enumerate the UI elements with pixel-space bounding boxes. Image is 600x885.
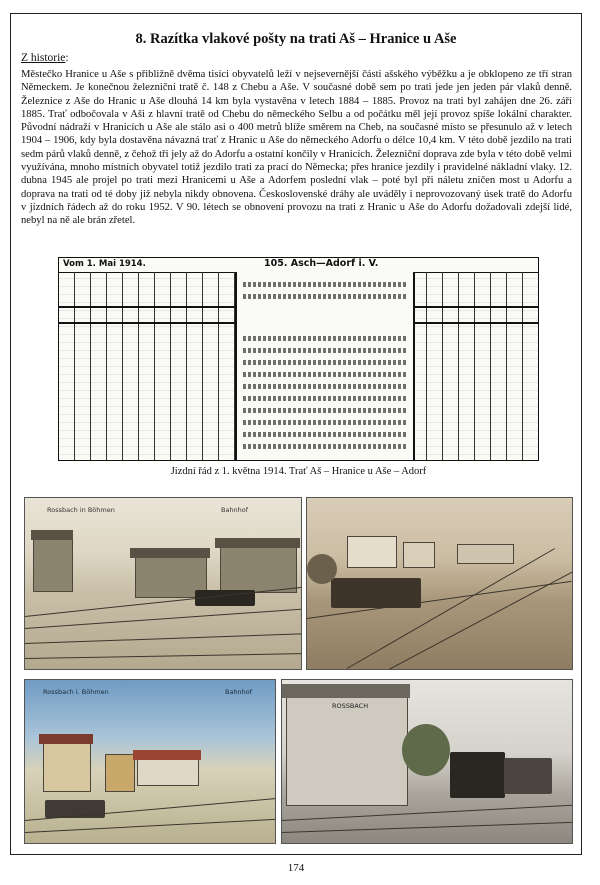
page-number: 174: [287, 862, 305, 874]
photo-station-postcard-1: [24, 497, 302, 670]
timetable-header: [59, 258, 538, 273]
locomotive: [450, 752, 505, 798]
station-building: [286, 694, 408, 806]
building: [33, 538, 73, 592]
timetable-station-column: [235, 272, 415, 461]
photo-caption: Rossbach in Böhmen: [47, 506, 115, 514]
photo-station-color-postcard: [24, 679, 276, 844]
page-title: 8. Razítka vlakové pošty na trati Aš – Hranice u Aše: [135, 31, 457, 47]
roof: [130, 548, 210, 558]
building: [403, 542, 435, 568]
photo-caption: Rossbach i. Böhmen: [43, 688, 109, 696]
timetable-date: Vom 1. Mai 1914.: [63, 259, 146, 269]
station-sign: ROSSBACH: [332, 702, 369, 710]
roof: [31, 530, 73, 540]
building: [43, 742, 91, 792]
section-heading: [21, 52, 69, 64]
wagon: [504, 758, 552, 794]
building: [105, 754, 135, 792]
timetable-image: [58, 257, 539, 461]
tree: [402, 724, 450, 776]
photo-station-sepia: [306, 497, 573, 670]
roof: [282, 684, 410, 698]
section-colon: :: [65, 52, 69, 64]
roof: [39, 734, 93, 744]
photo-station-rossbach: [281, 679, 573, 844]
station-building: [137, 758, 199, 786]
photo-subcaption: Bahnhof: [225, 688, 253, 696]
building: [220, 546, 297, 593]
section-label: Z historie: [21, 52, 66, 64]
building: [457, 544, 514, 564]
roof: [133, 750, 201, 760]
timetable-route: 105. Asch—Adorf i. V.: [264, 258, 379, 269]
tree: [307, 554, 337, 584]
building: [347, 536, 397, 568]
timetable-caption: Jízdní řád z 1. května 1914. Trať Aš – Hranice u Aše – Adorf: [170, 466, 427, 477]
body-paragraph: Městečko Hranice u Aše s přibližně dvěma tisíci obyvatelů leží v nejsevernější části ašského výběžku a je obklopeno ze tří stran Německem. Je konečnou železniční tratě č. 148 z Chebu a Aše. V současné době sem po trati jede jen jeden pár vlaků denně. Železnice z Aše do Hranic u Aše dlouhá 14 km byla vystavěna v letech 1884 – 1885. Provoz na trati byl zahájen dne 26. září 1885. Trať odbočovala v Aši z hlavní tratě od Chebu do německého Selbu a od počátku měl její provoz spíše lokální charakter. Původní nádraží v Hranicích u Aše ale stálo asi o 400 metrů blíže směrem na Cheb, na současné místo se přesunulo až v letech 1904 – 1906, kdy byla dostavěna návazná trať z Hranic u Aše do německého Adorfu o délce 10,4 km. V této době jezdilo na trati sedm párů vlaků denně, z čehož tři jely až do Adorfu a ostatní končily v Hranicích. Železniční doprava zde byla v této době velmi využívána, mnoho místních obyvatel totiž jezdilo trati za prací do Německa; přes hranice jezdily i pravidelné nákladní vlaky. 12. dubna 1945 ale projel po trati mezi Hranicemi u Aše a Adorfem poslední vlak – poté byl při náletu zničen most u Adorfu a doprava na trati od té doby již nebyla nikdy obnovena. Československé dráhy ale uváděly i neprovozovaný úsek tratě do Adorfu v jízdních řádech až do roku 1952. V 90. létech se obnovení provozu na trati z Hranic u Aše do Adorfu dožadovali zdejší lidé, nebyl na ně ale brán zřetel.: [21, 69, 572, 227]
roof: [215, 538, 300, 548]
photo-subcaption: Bahnhof: [221, 506, 249, 514]
